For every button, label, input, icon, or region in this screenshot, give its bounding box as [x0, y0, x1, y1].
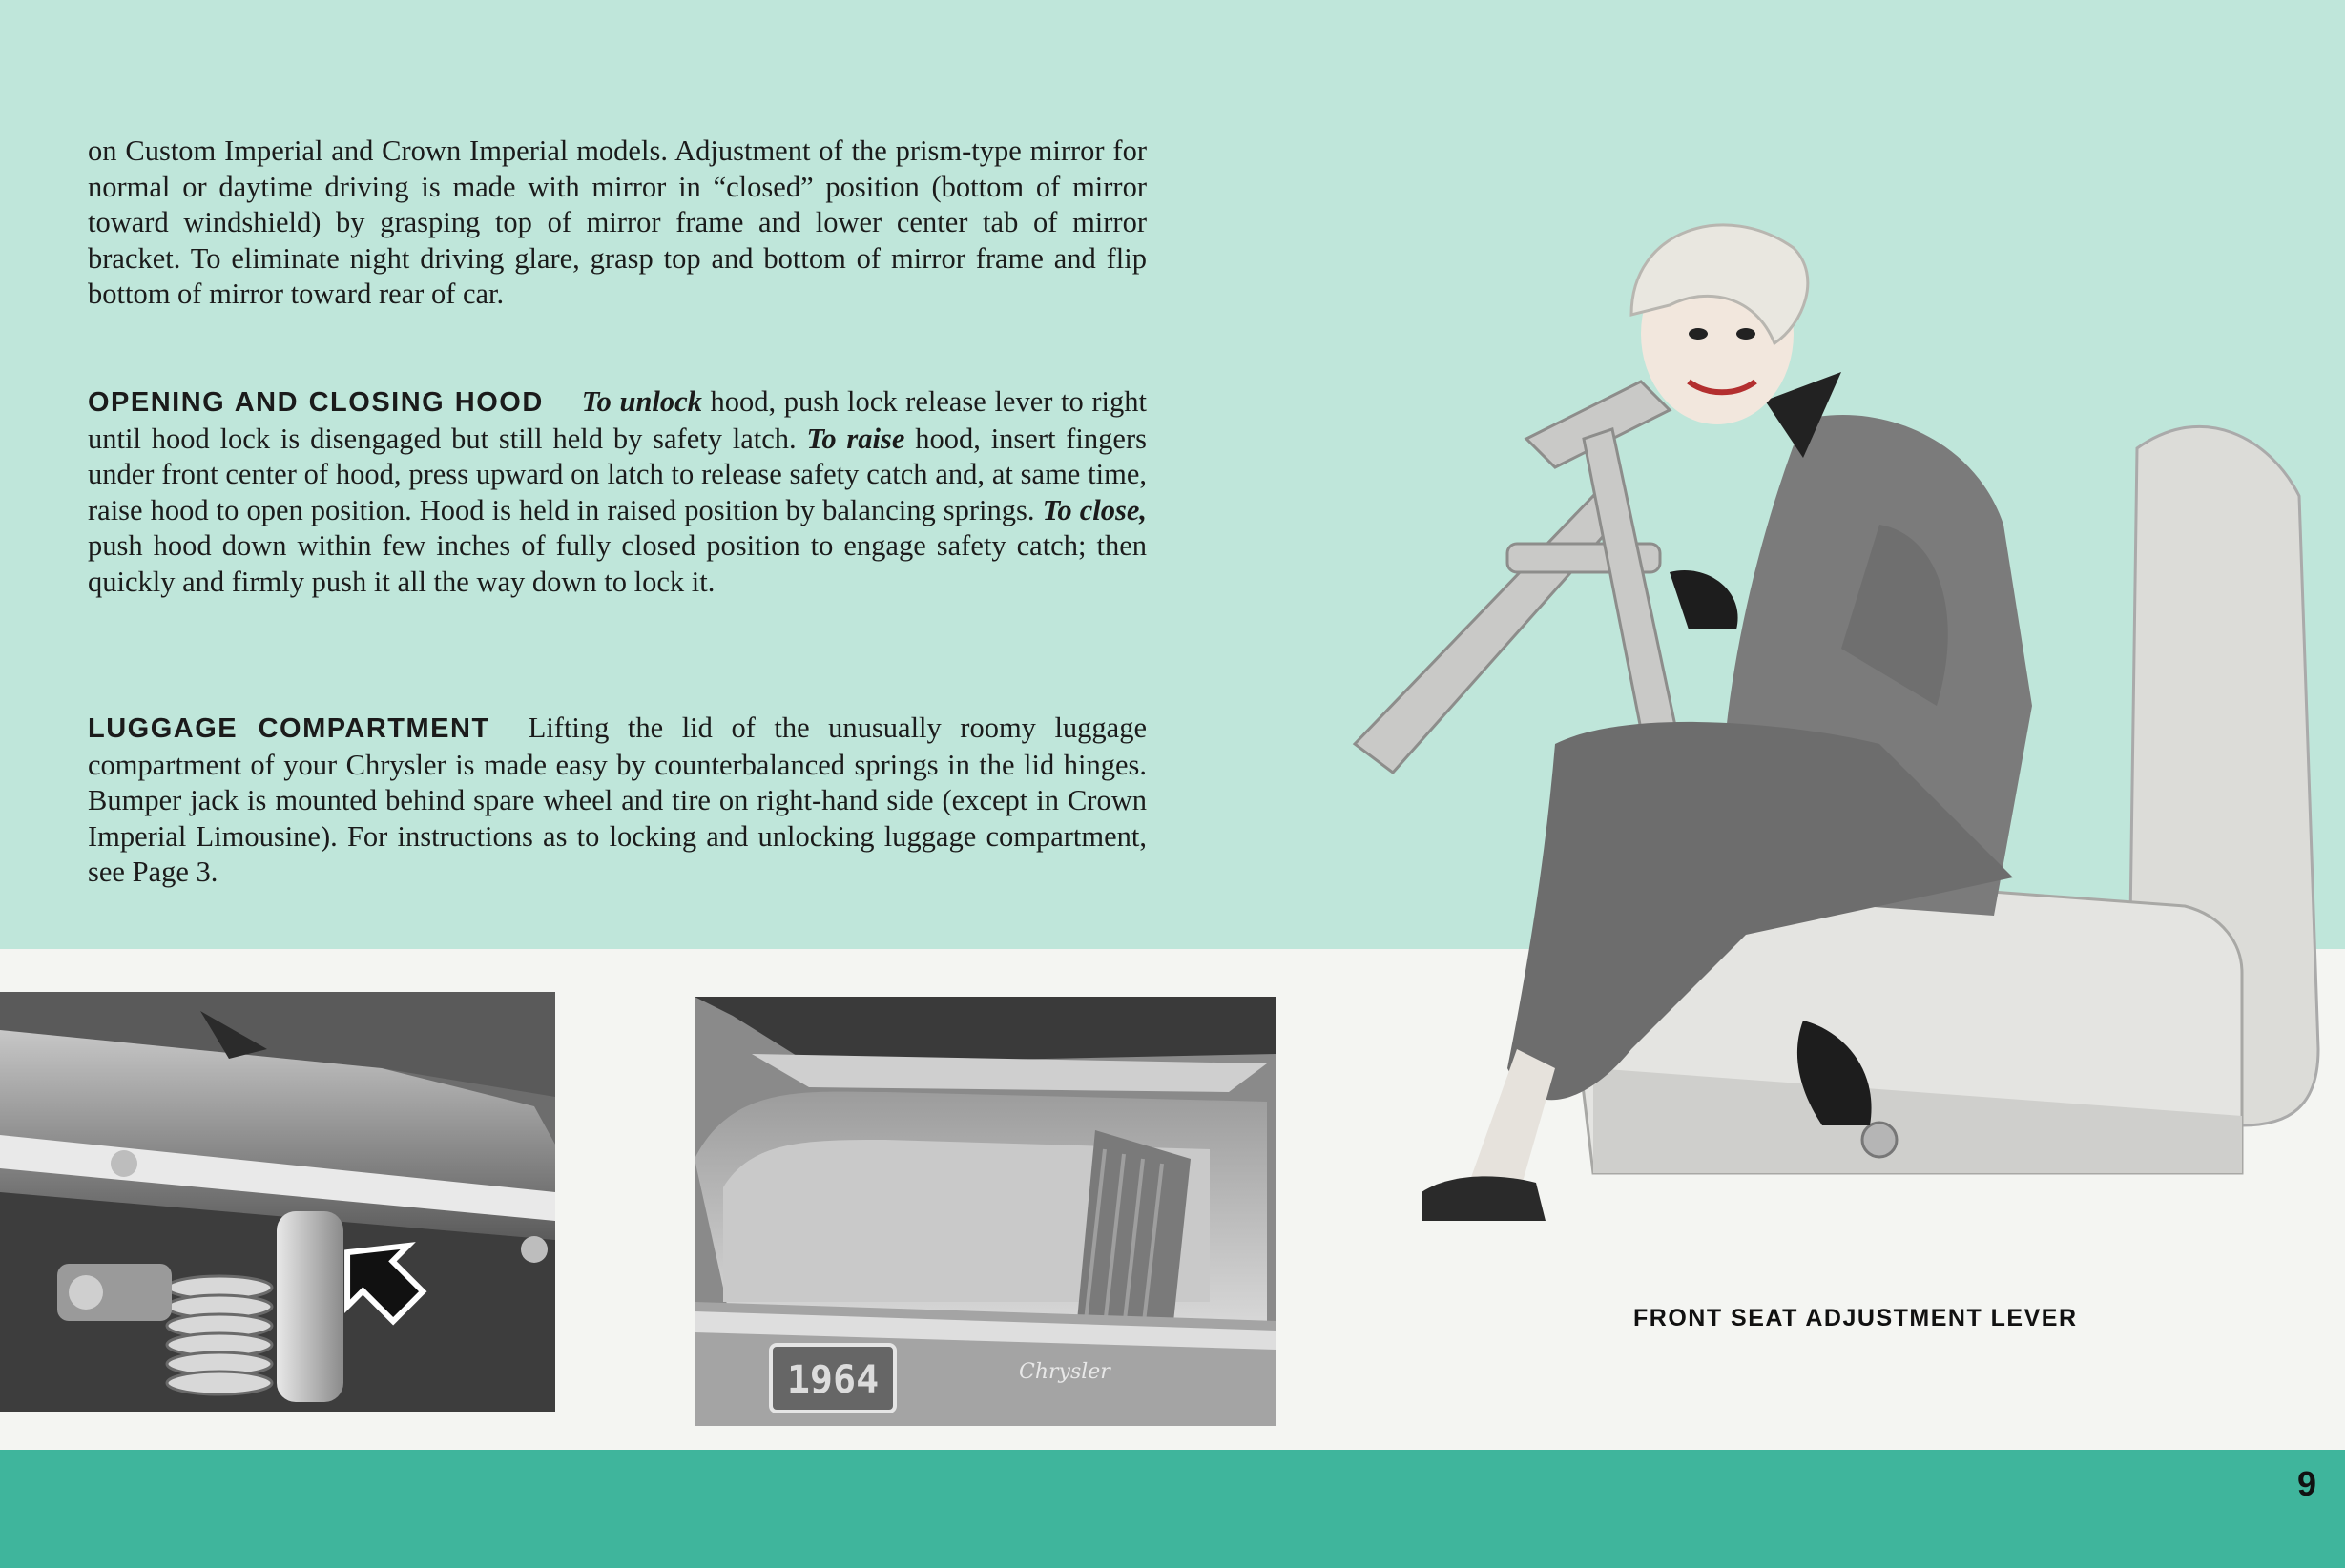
section-luggage: [88, 711, 1147, 891]
paragraph-mirror-text: on Custom Imperial and Crown Imperial models. Adjustment of the prism-type mirror for normal or daytime driving is made with mirror in “closed” position (bottom of mirror toward windshield) by grasping top of mirror frame and lower center tab of mirror bracket. To eliminate night driving glare, grasp top and bottom of mirror frame and flip bottom of mirror toward rear of car.: [88, 134, 1147, 310]
hood-text-3: push hood down within few inches of fully closed position to engage safety catch; then quickly and firmly push it all the way down to lock it.: [88, 529, 1147, 598]
paragraph-mirror: [88, 134, 1147, 313]
trunk-image: [695, 997, 1276, 1426]
section-hood-heading: OPENING AND CLOSING HOOD: [88, 387, 544, 418]
page-number: 9: [2297, 1464, 2317, 1503]
teal-footer-band: [0, 1450, 2345, 1568]
hood-text-2: hood, insert fingers under front center of hood, press upward on latch to release safety catch and, at same time, raise hood to open position. Hood is held in raised position by balancing springs.: [88, 422, 1147, 526]
illustration-caption: FRONT SEAT ADJUSTMENT LEVER: [1633, 1305, 2078, 1331]
hood-latch-image: [0, 992, 555, 1412]
section-hood: [88, 384, 1147, 600]
section-luggage-heading: LUGGAGE COMPARTMENT: [88, 713, 490, 744]
seat-adjustment-image: [1307, 210, 2345, 1307]
chrysler-script: Chrysler: [1019, 1360, 1110, 1384]
unlock-label: To unlock: [581, 385, 702, 418]
raise-label: To raise: [806, 422, 905, 455]
luggage-text: Lifting the lid of the unusually roomy luggage compartment of your Chrysler is made easy by counterbalanced springs in the lid hinges. Bumper jack is mounted behind spare wheel and tire on right-hand side (except in Crown Imperial Limousine). For instructions as to locking and unlocking luggage compartment, see Page 3.: [88, 712, 1147, 888]
hood-text-1: hood, push lock release lever to right until hood lock is disengaged but still held by safety latch.: [88, 385, 1147, 455]
close-label: To close,: [1042, 493, 1148, 526]
license-plate-text: 1964: [786, 1358, 880, 1402]
trunk-photo: [695, 997, 1276, 1426]
woman-seat-illustration: [1307, 210, 2345, 1307]
hood-latch-photo: [0, 992, 555, 1412]
